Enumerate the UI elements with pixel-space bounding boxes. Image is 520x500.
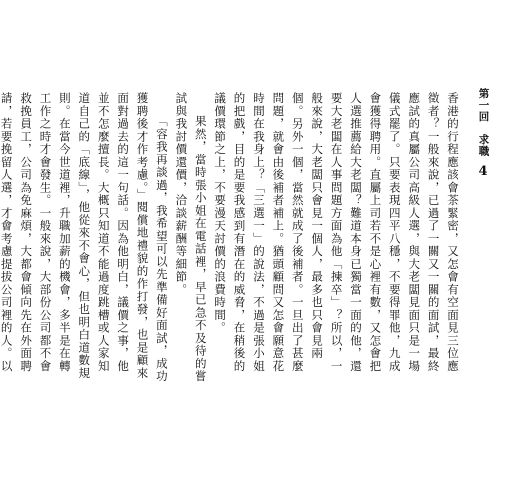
paragraph: 「容我再談過，我希望可以先準備好面試，成功獲聘後才作考慮。」閱償地禮貌的作打發，也是顧來面對過去的這一句話。因為他明白，議價之事，他並不怎麼擅長。大概只知道不能過度跳槽或人家知道自己的「底線」，他從來不會心，但也明白道數規則。在當今世道裡，升職加薪的機會，多半是在轉工作之時才會發生。一般來說，大部份公司都不會救挽員工，公司為免麻煩，大都會傾向先在外面聘請，若要挽留人選，才會考慮提拔公司裡的人。以 [0,92,169,383]
chapter-title: 第一回 求職 [477,88,490,157]
paragraph: 香港的行程應該會茶緊密，又怎會有空面見三位應徵者？一般來說，已過了一關又一關的面試，最終應試的真屬公司高級人選，與大老闆見面只是一場儀式罷了。只要表現四平八穩，不要得罪他，九成會獲得聘用。直屬上司若不是心裡有數，又怎會把人選推薦給大老闆？難道本身已獨當一面的他，還要大老闆在人事問題方面為他「揀卒」？所以，一般來說，大老闆只會見一個人，最多也只會見兩個。另外一個，當然就成了後補者。一旦出了甚麼問題，就會由後補者補上。猶頭顧問又怎會願意花時間在我身上？「三選一」的說法，不過是張小姐的把戲，目的是要我感到有潛在的威脅，在稍後的議價環節之上，不要漫天討價的浪費時間。 [213,92,460,373]
page-number: 4 [478,164,488,179]
body-text [0,92,462,384]
paragraph: 果然，當時張小姐在電話裡，早已急不及待的嘗試與我討價還價，洽談薪酬等細節。 [174,92,208,383]
running-header [468,88,498,179]
